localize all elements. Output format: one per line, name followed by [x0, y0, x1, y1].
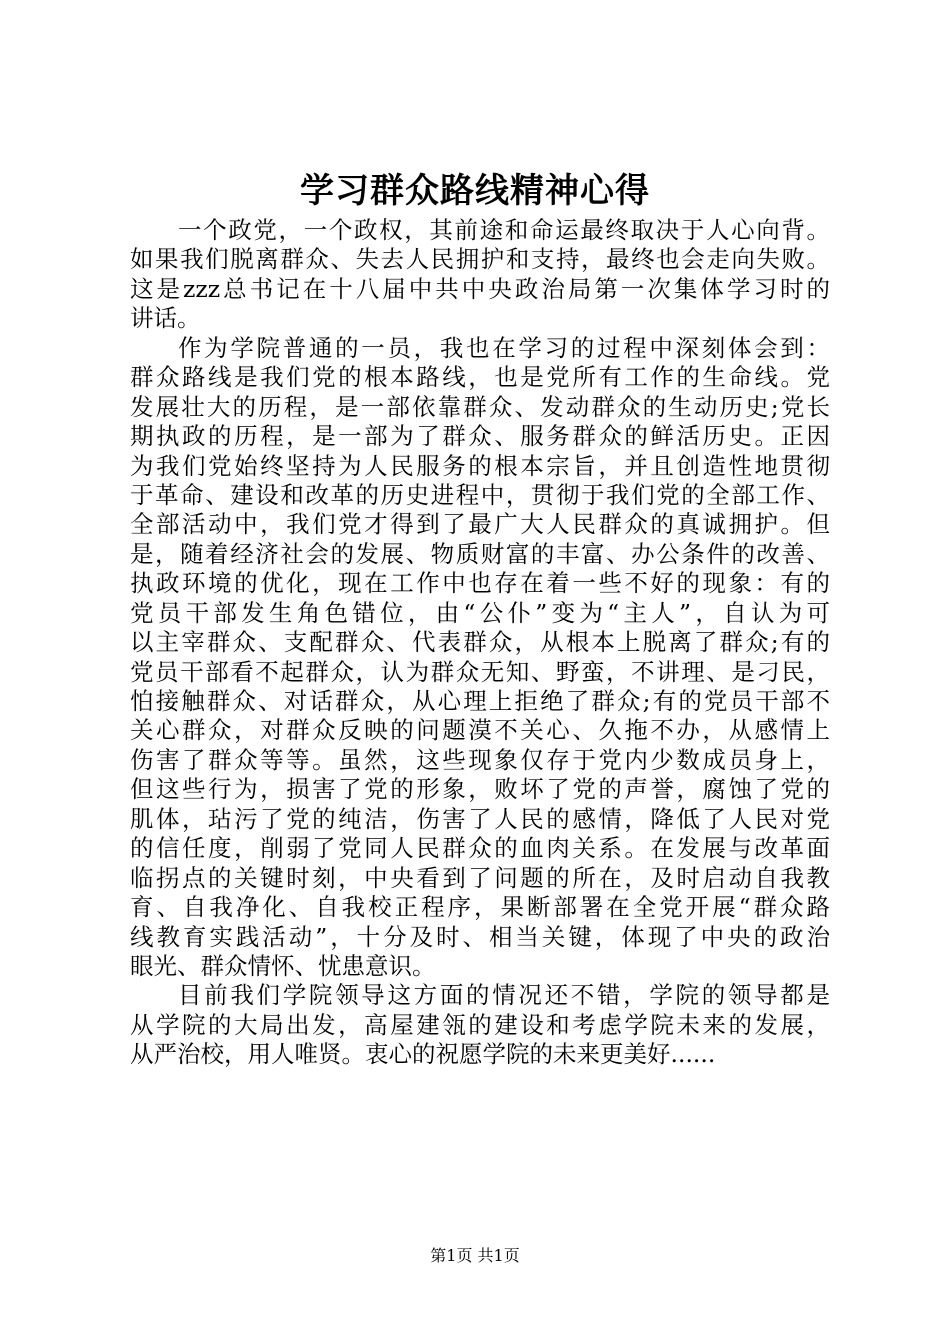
- text-line: 从严治校，用人唯贤。衷心的祝愿学院的未来更美好......: [130, 1040, 716, 1069]
- text-line: 为我们党始终坚持为人民服务的根本宗旨，并且创造性地贯彻: [130, 451, 830, 480]
- text-line: 怕接触群众、对话群众，从心理上拒绝了群众;有的党员干部不: [130, 687, 830, 715]
- paragraph: [130, 981, 830, 1069]
- text-line: 作为学院普通的一员，我也在学习的过程中深刻体会到：: [178, 333, 830, 362]
- text-line: 但这些行为，损害了党的形象，败坏了党的声誉，腐蚀了党的: [130, 775, 830, 804]
- paragraph: [130, 334, 830, 982]
- text-line: 于革命、建设和改革的历史进程中，贯彻于我们党的全部工作、: [130, 480, 830, 509]
- text-line: 线教育实践活动”，十分及时、相当关键，体现了中央的政治: [130, 922, 830, 951]
- text-line: 目前我们学院领导这方面的情况还不错，学院的领导都是: [178, 981, 830, 1010]
- text-line: 期执政的历程，是一部为了群众、服务群众的鲜活历史。正因: [130, 422, 830, 451]
- text-line: 伤害了群众等等。虽然，这些现象仅存于党内少数成员身上，: [130, 745, 830, 774]
- text-line: 执政环境的优化，现在工作中也存在着一些不好的现象：有的: [130, 569, 830, 598]
- text-line: 这是zzz总书记在十八届中共中央政治局第一次集体学习时的: [130, 274, 830, 303]
- document-body: [130, 216, 830, 1070]
- text-line: 党员干部看不起群众，认为群众无知、野蛮，不讲理、是刁民，: [130, 657, 830, 686]
- text-line: 讲话。: [130, 304, 201, 333]
- text-line: 全部活动中，我们党才得到了最广大人民群众的真诚拥护。但: [130, 510, 830, 539]
- text-line: 从学院的大局出发，高屋建瓴的建设和考虑学院未来的发展，: [130, 1010, 830, 1039]
- text-line: 肌体，玷污了党的纯洁，伤害了人民的感情，降低了人民对党: [130, 804, 830, 833]
- text-line: 群众路线是我们党的根本路线，也是党所有工作的生命线。党: [130, 363, 830, 392]
- text-line: 的信任度，削弱了党同人民群众的血肉关系。在发展与改革面: [130, 834, 830, 863]
- text-line: 育、自我净化、自我校正程序，果断部署在全党开展“群众路: [130, 893, 830, 922]
- text-line: 眼光、群众情怀、忧患意识。: [130, 951, 436, 980]
- text-line: 是，随着经济社会的发展、物质财富的丰富、办公条件的改善、: [130, 539, 830, 568]
- text-line: 如果我们脱离群众、失去人民拥护和支持，最终也会走向失败。: [130, 245, 830, 274]
- document-title: 学习群众路线精神心得: [300, 171, 650, 211]
- text-line: 关心群众，对群众反映的问题漠不关心、久拖不办，从感情上: [130, 716, 830, 745]
- text-line: 党员干部发生角色错位，由“公仆”变为“主人”，自认为可: [130, 598, 830, 627]
- text-line: 临拐点的关键时刻，中央看到了问题的所在，及时启动自我教: [130, 863, 830, 892]
- text-line: 发展壮大的历程，是一部依靠群众、发动群众的生动历史;党长: [130, 392, 830, 421]
- text-line: 一个政党，一个政权，其前途和命运最终取决于人心向背。: [178, 216, 830, 244]
- paragraph: [130, 216, 830, 334]
- page-number-footer: 第1页 共1页: [430, 1246, 520, 1265]
- text-line: 以主宰群众、支配群众、代表群众，从根本上脱离了群众;有的: [130, 628, 830, 657]
